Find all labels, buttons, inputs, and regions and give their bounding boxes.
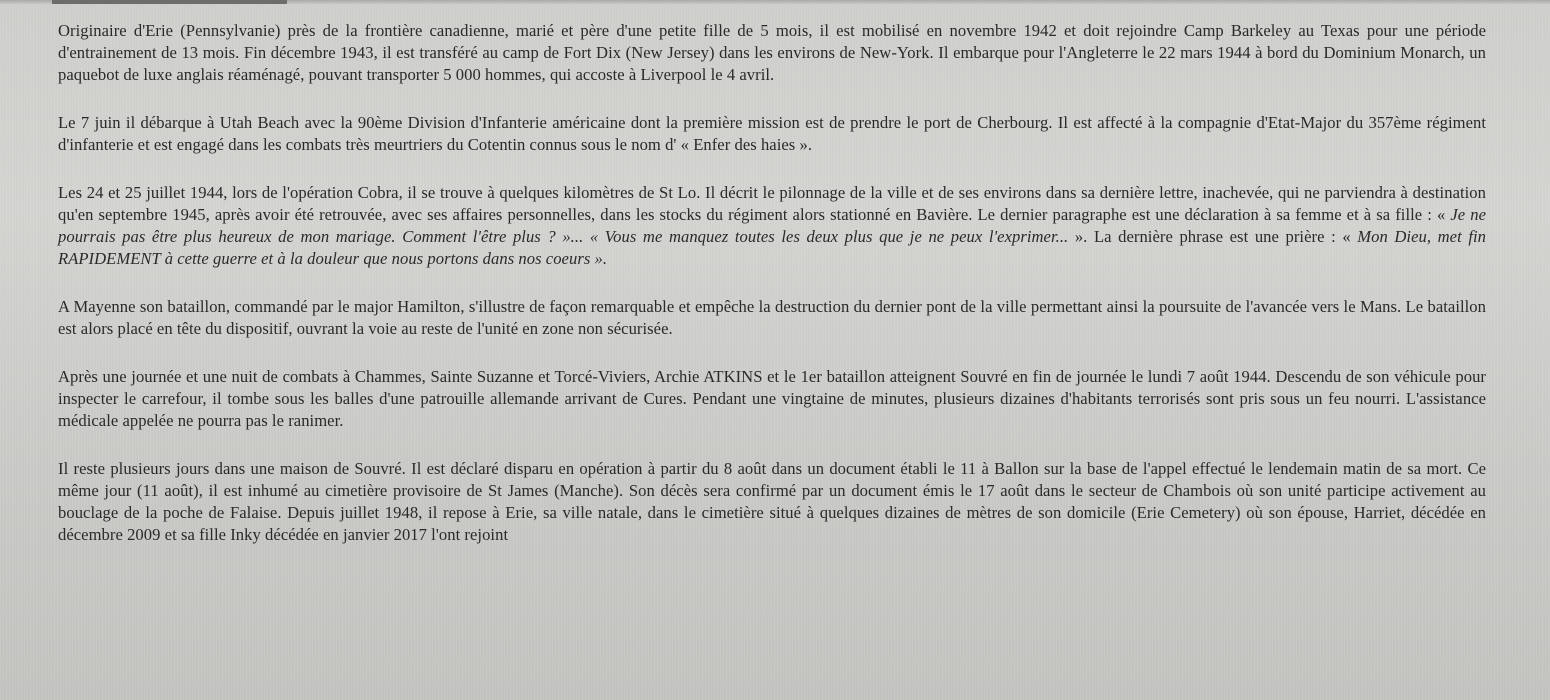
paragraph-text: Il reste plusieurs jours dans une maison de Souvré. Il est déclaré disparu en opération à partir du 8 août dans un document établi le 11 à Ballon sur la base de l'appel effectué le lendemain matin de sa mort. Ce même jour (11 août), il est inhumé au cimetière provisoire de St James (Manche). Son décès sera confirmé par un document émis le 17 août dans le secteur de Chambois où son unité participe activement au bouclage de la poche de Falaise. Depuis juillet 1948, il repose à Erie, sa ville natale, dans le cimetière situé à quelques dizaines de mètres de son domicile (Erie Cemetery) où son épouse, Harriet, décédée en décembre 2009 et sa fille Inky décédée en janvier 2017 l'ont rejoint: [58, 459, 1486, 544]
paragraph-utah-beach: [58, 112, 1486, 156]
paragraph-text: Le 7 juin il débarque à Utah Beach avec la 90ème Division d'Infanterie américaine dont la première mission est de prendre le port de Cherbourg. Il est affecté à la compagnie d'Etat-Major du 357ème régiment d'infanterie et est engagé dans les combats très meurtriers du Cotentin connus sous le nom d' « Enfer des haies ».: [58, 113, 1486, 154]
paragraph-operation-cobra: [58, 182, 1486, 270]
paragraph-souvre-combat: [58, 366, 1486, 432]
paragraph-enlistment: [58, 20, 1486, 86]
plaque-top-strip: [52, 0, 287, 4]
paragraph-text: A Mayenne son bataillon, commandé par le major Hamilton, s'illustre de façon remarquable et empêche la destruction du dernier pont de la ville permettant ainsi la poursuite de l'avancée vers le Mans. Le bataillon est alors placé en tête du dispositif, ouvrant la voie au reste de l'unité en zone non sécurisée.: [58, 297, 1486, 338]
letter-quote: Je ne pourrais pas être plus heureux de mon mariage. Comment l'être plus ? »... « Vous me manquez toutes les deux plus que je ne peux l'exprimer...: [58, 205, 1486, 246]
plaque-text: [58, 20, 1486, 546]
prayer-quote: Mon Dieu, met fin RAPIDEMENT à cette guerre et à la douleur que nous portons dans nos coeurs ».: [58, 227, 1486, 268]
paragraph-text: Les 24 et 25 juillet 1944, lors de l'opération Cobra, il se trouve à quelques kilomètres de St Lo. Il décrit le pilonnage de la ville et de ses environs dans sa dernière lettre, inachevée, qui ne parviendra à destination qu'en septembre 1945, après avoir été retrouvée, avec ses affaires personnelles, dans les stocks du régiment alors stationné en Bavière. Le dernier paragraphe est une déclaration à sa femme et à sa fille : «: [58, 183, 1486, 224]
paragraph-text: Après une journée et une nuit de combats à Chammes, Sainte Suzanne et Torcé-Viviers, Archie ATKINS et le 1er bataillon atteignent Souvré en fin de journée le lundi 7 août 1944. Descendu de son véhicule pour inspecter le carrefour, il tombe sous les balles d'une patrouille allemande arrivant de Cures. Pendant une vingtaine de minutes, plusieurs dizaines d'habitants terrorisés sont pris sous un feu nourri. L'assistance médicale appelée ne pourra pas le ranimer.: [58, 367, 1486, 430]
paragraph-mayenne: [58, 296, 1486, 340]
paragraph-text: ». La dernière phrase est une prière : «: [1074, 227, 1358, 246]
paragraph-burial: [58, 458, 1486, 546]
paragraph-text: Originaire d'Erie (Pennsylvanie) près de la frontière canadienne, marié et père d'une petite fille de 5 mois, il est mobilisé en novembre 1942 et doit rejoindre Camp Barkeley au Texas pour une période d'entrainement de 13 mois. Fin décembre 1943, il est transféré au camp de Fort Dix (New Jersey) dans les environs de New-York. Il embarque pour l'Angleterre le 22 mars 1944 à bord du Dominium Monarch, un paquebot de luxe anglais réaménagé, pouvant transporter 5 000 hommes, qui accoste à Liverpool le 4 avril.: [58, 21, 1486, 84]
